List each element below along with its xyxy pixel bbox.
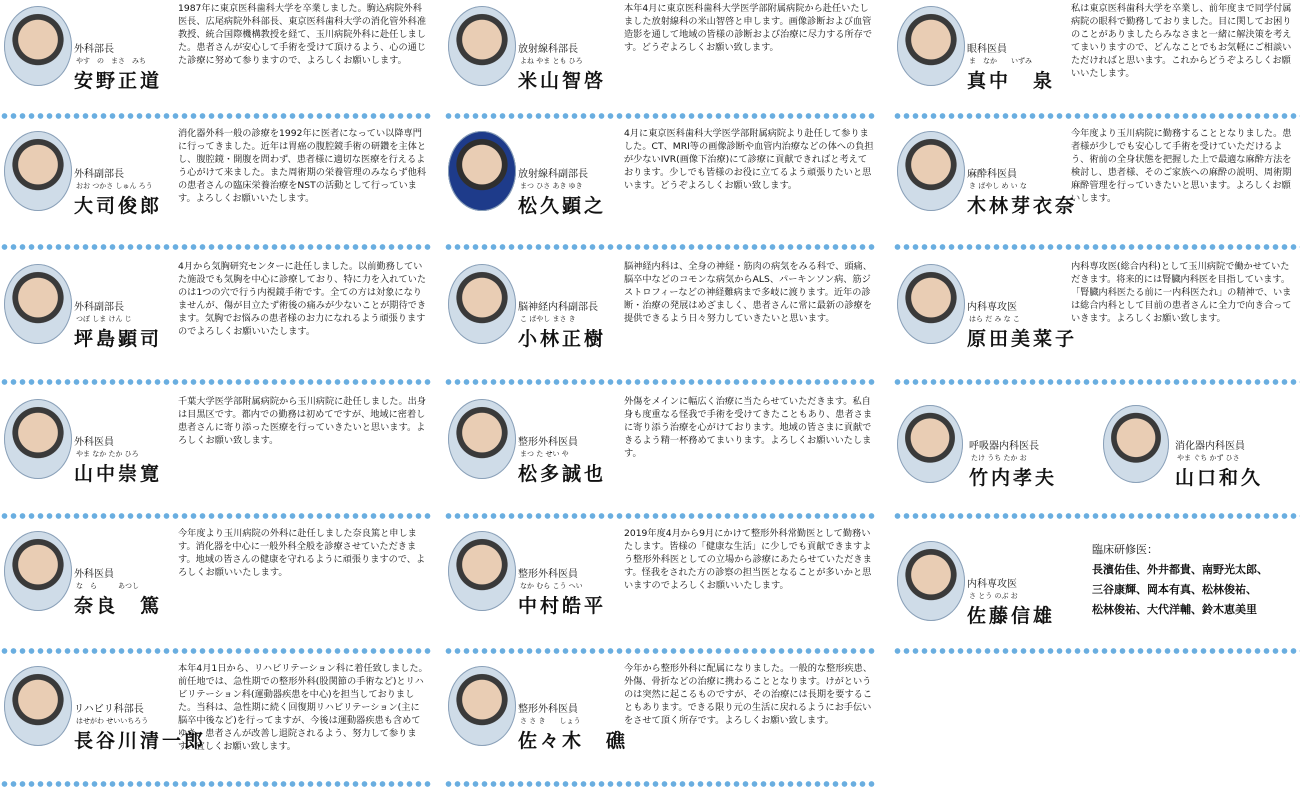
dotted-divider [444,112,876,120]
doctor-bio: 4月から気胸研究センターに赴任しました。以前勤務していた施設でも気胸を中心に診療しており、特に力を入れていたのは1つの穴で行う内視鏡手術です。全ての方は対象になりませんが、傷が目立たず術後の痛みが少ないことが期待できます。気胸でお悩みの患者様のお力になれるよう頑張りますのでよろしくお願いいたします。 [178,261,427,337]
doctor-photo [448,264,516,344]
doctor-bio: 脳神経内科は、全身の神経・筋肉の病気をみる科で、頭痛、脳卒中などのコモンな病気からALS、パーキンソン病、筋ジストロフィーなどの神経難病まで多岐に渡ります。近年の診断・治療の発展はめざましく、患者さんに常に最新の診療を提供できるよう日々努力していきたいと思います。 [624,261,872,324]
doctor-bio: 今年度より玉川病院に勤務することとなりました。患者様が少しでも安心して手術を受けていただけるよう、術前の全身状態を把握した上で最適な麻酔方法を検討し、患者様、そのご家族への麻酔の説明、周術期麻酔管理を行っていきたいと思います。よろしくお願いします。 [1071,128,1292,204]
doctor-photo [897,131,965,211]
name-reading: ま なか いずみ [969,57,1032,65]
department-title: 麻酔科医員 [967,169,1017,180]
profile-card [444,660,876,778]
doctor-photo [1103,405,1169,483]
department-title: 放射線科副部長 [518,169,588,180]
doctor-bio: 今年から整形外科に配属になりました。一般的な整形疾患、外傷、骨折などの治療に携わることとなります。けがというのは突然に起こるものですが、その治療には長期を要することもあります。できる限り元の生活に戻れるようにお手伝いをさせて頂く所存です。よろしくお願い致します。 [624,663,873,726]
profile-card [444,258,876,376]
doctor-name: 山中崇寛 [74,463,163,485]
dotted-divider [893,647,1300,655]
profile-card [1103,405,1300,505]
profile-card [444,393,876,511]
dotted-divider [444,512,876,520]
department-title: 内科専攻医 [967,302,1017,313]
doctor-name: 中村皓平 [518,595,607,617]
name-reading: なか むら こう へい [520,582,583,590]
trainee-heading: 臨床研修医： [1092,543,1158,556]
doctor-photo [448,666,516,746]
dotted-divider [0,512,432,520]
column-3 [893,0,1300,790]
department-title: 呼吸器内科医長 [969,441,1039,452]
name-reading: こ ばやし まさ き [520,315,576,323]
name-reading: おお つかさ しゅん ろう [76,182,153,190]
dotted-divider [0,647,432,655]
profile-card [444,125,876,243]
dotted-divider [0,378,432,386]
profile-card [0,393,432,511]
doctor-name: 竹内孝夫 [969,467,1058,489]
doctor-bio: 千葉大学医学部附属病院から玉川病院に赴任しました。出身は目黒区です。都内での勤務は初めてですが、地域に密着し患者さんに寄り添った医療を行っていきたいと思います。よろしくお願い致します。 [178,396,427,446]
profile-card [0,125,432,243]
doctor-name: 佐々木 礁 [518,730,629,752]
name-reading: よね やま とも ひろ [520,57,583,65]
dotted-divider [893,243,1300,251]
trainee-line: 松林俊祐、大代洋輔、鈴木恵美里 [1092,603,1257,616]
department-title: 内科専攻医 [967,579,1017,590]
department-title: 消化器内科医員 [1175,441,1245,452]
profile-card [444,0,876,118]
department-title: 外科医員 [74,437,114,448]
doctor-name: 長谷川清一郎 [74,730,207,752]
doctor-photo [897,541,965,621]
doctor-name: 山口和久 [1175,467,1264,489]
doctor-bio: 今年度より玉川病院の外科に赴任しました奈良篤と申します。消化器を中心に一般外科全般を診療させていただきます。地域の皆さんの健康を守れるように頑張りますので、よろしくお願いいたします。 [178,528,426,578]
department-title: 脳神経内科副部長 [518,302,598,313]
doctor-photo [897,405,963,483]
department-title: リハビリ科部長 [74,704,144,715]
doctor-bio: 外傷をメインに幅広く治療に当たらせていただきます。私自身も度重なる怪我で手術を受けてきたこともあり、患者さまに寄り添う治療を心がけております。地域の皆さまに貢献できるよう精一杯務めてまいります。よろしくお願いいたします。 [624,396,873,459]
doctor-bio: 2019年度4月から9月にかけて整形外科常勤医として勤務いたします。皆様の「健康な生活」に少しでも貢献できますよう整形外科医としての立場から診療にあたらせていただきます。怪我をされた方の診察の担当医となることが多いかと思いますのでよろしくお願いいたします。 [624,528,872,591]
name-reading: まつ ひさ あき ゆき [520,182,583,190]
doctor-name: 奈良 篤 [74,595,163,617]
doctor-bio: 消化器外科一般の診療を1992年に医者になってい以降専門に行ってきました。近年は胃癌の腹腔鏡手術の研鑽を主体とし、腹腔鏡・開腹を問わず、患者様に適切な医療を行えるよう心がけて来ました。また周術期の栄養管理のみならず他科の患者さんの臨床栄養治療をNSTの活動として行っています。よろしくお願いいたします。 [178,128,427,204]
doctor-photo [4,399,72,479]
name-reading: さ とう のぶ お [969,592,1018,600]
doctor-photo [448,6,516,86]
doctor-photo [4,264,72,344]
doctor-photo [448,531,516,611]
department-title: 整形外科医員 [518,704,578,715]
doctor-bio: 内科専攻医(総合内科)として玉川病院で働かせていただきます。将来的には腎臓内科医を目指しています。「腎臓内科医たる前に一内科医たれ」の精神で、いまは総合内科として目前の患者さんに全力で向き合っていきます。よろしくお願い致します。 [1071,261,1292,324]
profile-card [0,258,432,376]
name-reading: やす の まさ みち [76,57,146,65]
doctor-photo [4,131,72,211]
doctor-name: 佐藤信雄 [967,605,1056,627]
name-reading: やま ぐち かず ひさ [1177,454,1240,462]
profile-card [0,525,432,643]
name-reading: な ら あつし [76,582,139,590]
profile-card [0,660,432,778]
name-reading: やま なか たか ひろ [76,450,139,458]
trainee-line: 三谷康輝、岡本有真、松林俊祐、 [1092,583,1257,596]
department-title: 外科医員 [74,569,114,580]
dotted-divider [0,243,432,251]
dotted-divider [893,378,1300,386]
doctor-bio: 4月に東京医科歯科大学医学部附属病院より赴任して参りました。CT、MRI等の画像診断や血管内治療などの体への負担が少ないIVR(画像下治療)にて診療に貢献できればと考えております。少しでも皆様のお役に立てるよう頑張りたいと思います。どうぞよろしくお願い致します。 [624,128,874,191]
doctor-name: 小林正樹 [518,328,607,350]
doctor-photo [897,264,965,344]
doctor-name: 原田美菜子 [967,328,1078,350]
doctor-name: 木林芽衣奈 [967,195,1078,217]
name-reading: はら だ み な こ [969,315,1020,323]
dotted-divider [0,780,432,788]
dotted-divider [444,647,876,655]
dotted-divider [893,512,1300,520]
doctor-name: 真中 泉 [967,70,1056,92]
doctor-photo [4,531,72,611]
department-title: 外科副部長 [74,302,124,313]
name-reading: つぼ しま けん じ [76,315,132,323]
profile-card [0,0,432,118]
profile-card [893,125,1300,243]
dotted-divider [444,378,876,386]
profile-card [893,0,1300,118]
dotted-divider [444,243,876,251]
doctor-photo [4,6,72,86]
doctor-photo [448,131,516,211]
doctor-name: 松久顕之 [518,195,607,217]
dotted-divider [893,112,1300,120]
profile-card [893,535,1093,653]
dotted-divider [444,780,876,788]
dotted-divider [0,112,432,120]
name-reading: き ばやし め い な [969,182,1027,190]
doctor-bio: 私は東京医科歯科大学を卒業し、前年度まで同学付属病院の眼科で勤務しておりました。目に関してお困りのことがありましたらみなさまと一緒に解決策を考えてまいりますので、どんなことでもお気軽にご相談いただければと思います。これからどうぞよろしくお願いいたします。 [1071,3,1292,79]
doctor-name: 坪島顕司 [74,328,163,350]
doctor-name: 大司俊郎 [74,195,163,217]
department-title: 整形外科医員 [518,437,578,448]
department-title: 眼科医員 [967,44,1007,55]
doctor-bio: 1987年に東京医科歯科大学を卒業しました。駒込病院外科医長、広尾病院外科部長、東京医科歯科大学の消化管外科准教授、統合国際機構教授を経て、玉川病院外科に赴任しました。患者さんが安心して手術を受けて頂けるよう、心の通じた診療に努めて参りますので、よろしくお願いします。 [178,3,427,66]
column-2 [444,0,876,790]
name-reading: さ さ き しょう [520,717,581,725]
column-1 [0,0,432,790]
name-reading: はせがわ せいいちろう [76,717,149,725]
department-title: 外科部長 [74,44,114,55]
department-title: 整形外科医員 [518,569,578,580]
profile-card [897,405,1097,505]
doctor-name: 安野正道 [74,70,163,92]
doctor-photo [448,399,516,479]
name-reading: たけ うち たか お [971,454,1027,462]
doctor-photo [897,6,965,86]
profile-card [444,525,876,643]
trainee-list [1092,540,1297,620]
name-reading: まつ た せい や [520,450,569,458]
doctor-name: 米山智啓 [518,70,607,92]
doctor-name: 松多誠也 [518,463,607,485]
doctor-photo [4,666,72,746]
trainee-line: 長濱佑佳、外井都貴、南野光太郎、 [1092,563,1268,576]
department-title: 放射線科部長 [518,44,578,55]
doctor-bio: 本年4月1日から、リハビリテーション科に着任致しました。前任地では、急性期での整形外科(股関節の手術など)とリハビリテーション科(運動器疾患を中心)を担当しておりました。当科は、急性期に続く回復期リハビリテーション(主に脳卒中後など)を行ってますが、今後は運動器疾患も含めてゆき、患者さんが改善し退院されるよう、努力して参ります。宜しくお願い致します。 [178,663,428,752]
doctor-bio: 本年4月に東京医科歯科大学医学部附属病院から赴任いたしました放射線科の米山智啓と申します。画像診断および血管造影を通して地域の皆様の診断および治療に尽力する所存です。どうぞよろしくお願い致します。 [624,3,873,53]
profile-card [893,258,1300,376]
department-title: 外科副部長 [74,169,124,180]
